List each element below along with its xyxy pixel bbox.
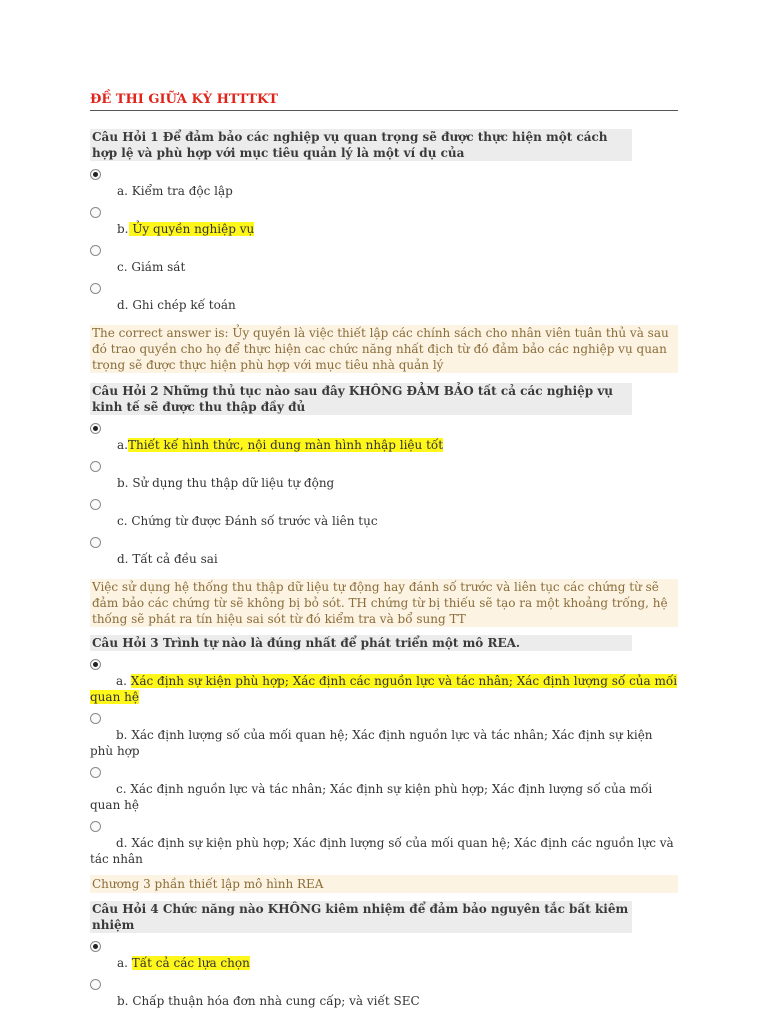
question-title: Câu Hỏi 3 Trình tự nào là đúng nhất để phát triển một mô REA. xyxy=(90,635,632,651)
option-a[interactable]: a. Xác định sự kiện phù hợp; Xác định các nguồn lực và tác nhân; Xác định lượng số của mối quan hệ xyxy=(90,663,678,705)
feedback-box: Việc sử dụng hệ thống thu thập dữ liệu tự động hay đánh số trước và liên tục các chứng từ sẽ đảm bảo các chứng từ sẽ không bị bỏ sót. TH chứng từ bị thiếu sẽ tạo ra một khoảng trống, hệ thống sẽ phát ra tín hiệu sai sót từ đó kiểm tra và bổ sung TT xyxy=(90,579,678,627)
radio-selected-icon[interactable] xyxy=(90,659,101,670)
question-title: Câu Hỏi 2 Những thủ tục nào sau đây KHÔNG ĐẢM BẢO tất cả các nghiệp vụ kinh tế sẽ được thu thập đầy đủ xyxy=(90,383,632,415)
radio-icon[interactable] xyxy=(90,979,101,990)
option-c[interactable]: c. Chứng từ được Đánh số trước và liên tục xyxy=(90,503,678,529)
question-title: Câu Hỏi 1 Để đảm bảo các nghiệp vụ quan trọng sẽ được thực hiện một cách hợp lệ và phù hợp với mục tiêu quản lý là một ví dụ của xyxy=(90,129,632,161)
radio-icon[interactable] xyxy=(90,245,101,256)
option-b[interactable]: b. Ủy quyền nghiệp vụ xyxy=(90,211,678,237)
option-a[interactable]: a. Kiểm tra độc lập xyxy=(90,173,678,199)
radio-icon[interactable] xyxy=(90,713,101,724)
radio-selected-icon[interactable] xyxy=(90,423,101,434)
question-title: Câu Hỏi 4 Chức năng nào KHÔNG kiêm nhiệm để đảm bảo nguyên tắc bất kiêm nhiệm xyxy=(90,901,632,933)
feedback-box: Chương 3 phần thiết lập mô hình REA xyxy=(90,875,678,893)
option-b[interactable]: b. Chấp thuận hóa đơn nhà cung cấp; và viết SEC xyxy=(90,983,678,1009)
radio-icon[interactable] xyxy=(90,537,101,548)
question-1 xyxy=(90,129,678,373)
radio-selected-icon[interactable] xyxy=(90,169,101,180)
exam-page xyxy=(90,0,678,1009)
radio-icon[interactable] xyxy=(90,821,101,832)
doc-title: ĐỀ THI GIỮA KỲ HTTTKT xyxy=(90,92,678,111)
question-2 xyxy=(90,383,678,627)
radio-icon[interactable] xyxy=(90,767,101,778)
option-a[interactable]: a. Tất cả các lựa chọn xyxy=(90,945,678,971)
radio-icon[interactable] xyxy=(90,283,101,294)
question-4 xyxy=(90,901,678,1009)
radio-icon[interactable] xyxy=(90,207,101,218)
option-c[interactable]: c. Xác định nguồn lực và tác nhân; Xác định sự kiện phù hợp; Xác định lượng số của mối quan hệ xyxy=(90,771,678,813)
radio-icon[interactable] xyxy=(90,461,101,472)
option-c[interactable]: c. Giám sát xyxy=(90,249,678,275)
radio-icon[interactable] xyxy=(90,499,101,510)
question-3 xyxy=(90,635,678,893)
feedback-box: The correct answer is: Ủy quyền là việc thiết lập các chính sách cho nhân viên tuân thủ và sau đó trao quyền cho họ để thực hiện cac chức năng nhất địch từ đó đảm bảo các nghiệp vụ quan trọng sẽ được thực hiện phù hợp với mục tiêu nhà quản lý xyxy=(90,325,678,373)
option-b[interactable]: b. Xác định lượng số của mối quan hệ; Xác định nguồn lực và tác nhân; Xác định sự kiện phù hợp xyxy=(90,717,678,759)
option-b[interactable]: b. Sử dụng thu thập dữ liệu tự động xyxy=(90,465,678,491)
option-d[interactable]: d. Xác định sự kiện phù hợp; Xác định lượng số của mối quan hệ; Xác định các nguồn lực và tác nhân xyxy=(90,825,678,867)
radio-selected-icon[interactable] xyxy=(90,941,101,952)
option-a[interactable]: a.Thiết kế hình thức, nội dung màn hình nhập liệu tốt xyxy=(90,427,678,453)
option-d[interactable]: d. Ghi chép kế toán xyxy=(90,287,678,313)
option-d[interactable]: d. Tất cả đều sai xyxy=(90,541,678,567)
